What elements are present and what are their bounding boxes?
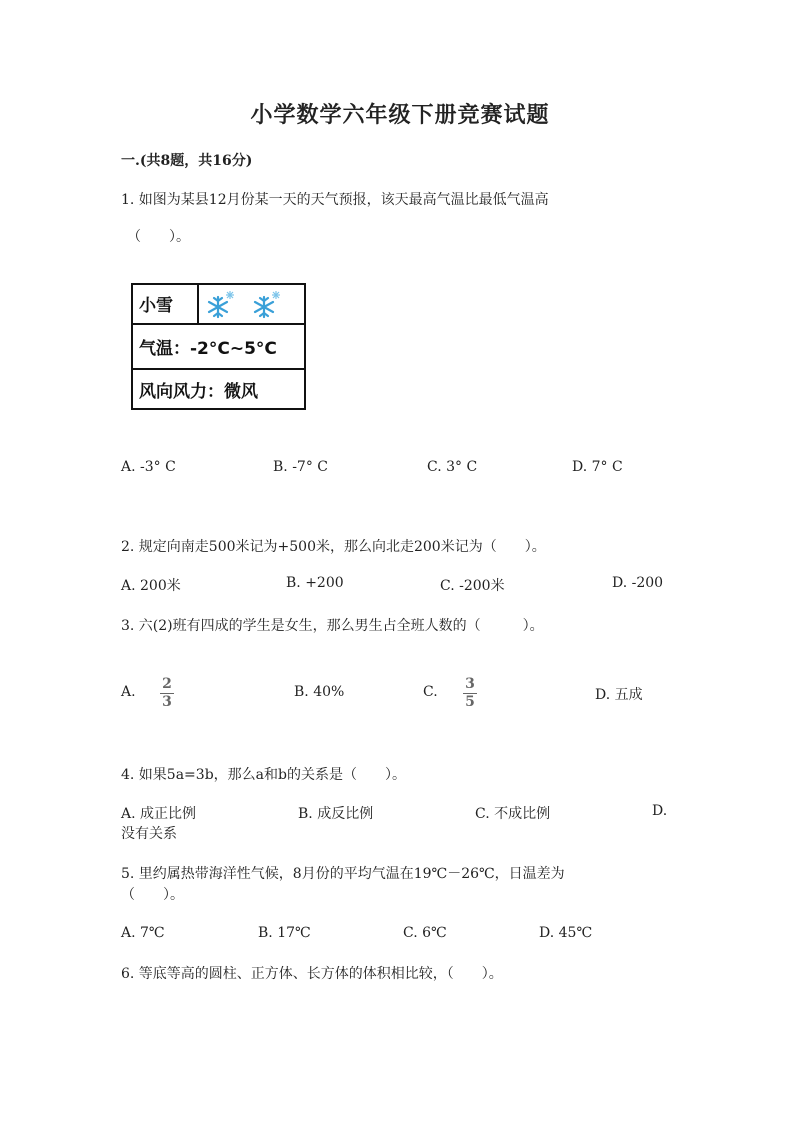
- q1-option-c[interactable]: C. 3° C: [427, 459, 478, 475]
- weather-row-wind: [133, 370, 304, 408]
- q2-option-a[interactable]: A. 200米: [121, 578, 181, 594]
- q5-option-a[interactable]: A. 7℃: [121, 925, 165, 941]
- weather-wind-label: 风向风力：微风: [139, 382, 258, 402]
- snowflake-icon: [203, 289, 237, 319]
- q4-option-d-text[interactable]: 没有关系: [121, 826, 177, 842]
- q2-option-c[interactable]: C. -200米: [440, 578, 505, 594]
- q5-option-c[interactable]: C. 6℃: [403, 925, 447, 941]
- question-5-blank: （ ）。: [121, 887, 184, 903]
- weather-row-condition: [133, 285, 304, 325]
- q4-option-c[interactable]: C. 不成比例: [475, 806, 551, 822]
- q4-option-d[interactable]: D.: [652, 803, 668, 819]
- q3-option-c[interactable]: C.: [423, 684, 438, 700]
- fraction-denominator: 5: [465, 694, 475, 710]
- fraction-numerator: 2: [162, 676, 172, 692]
- q3-option-d[interactable]: D. 五成: [595, 687, 643, 703]
- question-3-stem: 3. 六(2)班有四成的学生是女生，那么男生占全班人数的（ ）。: [121, 618, 544, 634]
- page-title: 小学数学六年级下册竞赛试题: [250, 102, 550, 128]
- weather-row-temperature: [133, 325, 304, 370]
- q4-option-a[interactable]: A. 成正比例: [121, 806, 197, 822]
- snowflake-icon: [249, 289, 283, 319]
- fraction-numerator: 3: [465, 676, 475, 692]
- question-5-stem: 5. 里约属热带海洋性气候，8月份的平均气温在19℃－26℃，日温差为: [121, 866, 565, 882]
- weather-condition-label: 小雪: [139, 296, 173, 316]
- weather-temperature-label: 气温：-2°C~5°C: [139, 339, 277, 359]
- question-2-stem: 2. 规定向南走500米记为+500米，那么向北走200米记为（ ）。: [121, 539, 546, 555]
- fraction-three-fifths: [463, 677, 477, 710]
- question-4-stem: 4. 如果5a=3b，那么a和b的关系是（ ）。: [121, 767, 406, 783]
- q5-option-b[interactable]: B. 17℃: [258, 925, 311, 941]
- section-heading: 一.(共8题，共16分): [121, 153, 253, 169]
- q1-option-b[interactable]: B. -7° C: [273, 459, 328, 475]
- question-1-blank: （ ）。: [127, 229, 190, 245]
- q2-option-b[interactable]: B. +200: [286, 575, 344, 591]
- question-6-stem: 6. 等底等高的圆柱、正方体、长方体的体积相比较，（ ）。: [121, 966, 503, 982]
- q1-option-a[interactable]: A. -3° C: [121, 459, 176, 475]
- q3-option-b[interactable]: B. 40%: [294, 684, 345, 700]
- weather-forecast-card: [131, 283, 306, 410]
- q1-option-d[interactable]: D. 7° C: [572, 459, 623, 475]
- q3-option-a[interactable]: A.: [121, 684, 136, 700]
- q4-option-b[interactable]: B. 成反比例: [298, 806, 374, 822]
- q5-option-d[interactable]: D. 45℃: [539, 925, 593, 941]
- question-1-stem: 1. 如图为某县12月份某一天的天气预报，该天最高气温比最低气温高: [121, 192, 549, 208]
- weather-divider: [197, 285, 199, 323]
- fraction-two-thirds: [160, 677, 174, 710]
- q2-option-d[interactable]: D. -200: [612, 575, 664, 591]
- fraction-denominator: 3: [162, 694, 172, 710]
